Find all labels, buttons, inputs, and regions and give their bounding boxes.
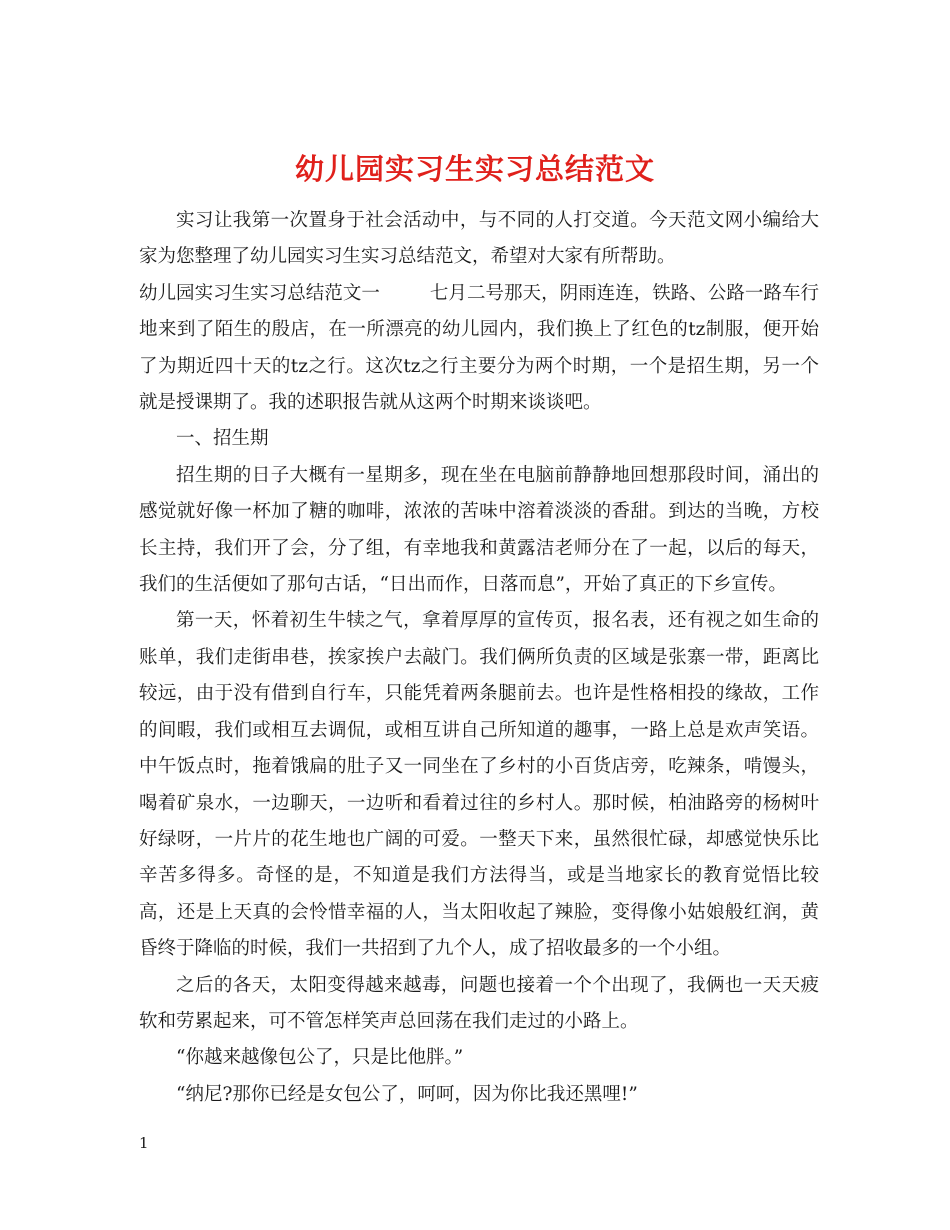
body-paragraph: 之后的各天，太阳变得越来越毒，问题也接着一个个出现了，我俩也一天天疲软和劳累起来，可不管怎样笑声总回荡在我们走过的小路上。 (139, 974, 819, 1032)
document-body (139, 203, 819, 1113)
page-number: 1 (139, 1134, 149, 1152)
body-paragraph: 招生期的日子大概有一星期多，现在坐在电脑前静静地回想那段时间，涌出的感觉就好像一杯加了糖的咖啡，浓浓的苦味中溶着淡淡的香甜。到达的当晚，方校长主持，我们开了会，分了组，有幸地我和黄露洁老师分在了一起，以后的每天，我们的生活便如了那句古话，“日出而作，日落而息”，开始了真正的下乡宣传。 (139, 464, 819, 596)
intro-paragraph: 实习让我第一次置身于社会活动中，与不同的人打交道。今天范文网小编给大家为您整理了幼儿园实习生实习总结范文，希望对大家有所帮助。 (139, 210, 819, 268)
body-paragraph: 第一天，怀着初生牛犊之气，拿着厚厚的宣传页，报名表，还有视之如生命的账单，我们走街串巷，挨家挨户去敲门。我们俩所负责的区域是张寨一带，距离比较远，由于没有借到自行车，只能凭着两条腿前去。也许是性格相投的缘故，工作的间暇，我们或相互去调侃，或相互讲自己所知道的趣事，一路上总是欢声笑语。中午饭点时，拖着饿扁的肚子又一同坐在了乡村的小百货店旁，吃辣条，啃馒头，喝着矿泉水，一边聊天，一边听和看着过往的乡村人。那时候，柏油路旁的杨树叶好绿呀，一片片的花生地也广阔的可爱。一整天下来，虽然很忙碌，却感觉快乐比辛苦多得多。奇怪的是，不知道是我们方法得当，或是当地家长的教育觉悟比较高，还是上天真的会怜惜幸福的人，当太阳收起了辣脸，变得像小姑娘般红润，黄昏终于降临的时候，我们一共招到了九个人，成了招收最多的一个小组。 (139, 610, 819, 960)
dialogue-line: “你越来越像包公了，只是比他胖。” (176, 1047, 464, 1069)
section-paragraph (139, 276, 819, 422)
section-lead: 七月二号那天，阴雨连连，铁路、公路一路车行地来到了陌生的殷店，在一所漂亮的幼儿园内，我们换上了红色的tz制服，便开始了为期近四十天的tz之行。这次tz之行主要分为两个时期，一个是招生期，另一个就是授课期了。我的述职报告就从这两个时期来谈谈吧。 (139, 282, 819, 414)
page-title: 幼儿园实习生实习总结范文 (294, 152, 655, 187)
dialogue-line: “纳尼?那你已经是女包公了，呵呵，因为你比我还黑哩!” (176, 1083, 638, 1105)
section-heading: 一、招生期 (176, 428, 269, 450)
section-label: 幼儿园实习生实习总结范文一 (139, 282, 380, 304)
